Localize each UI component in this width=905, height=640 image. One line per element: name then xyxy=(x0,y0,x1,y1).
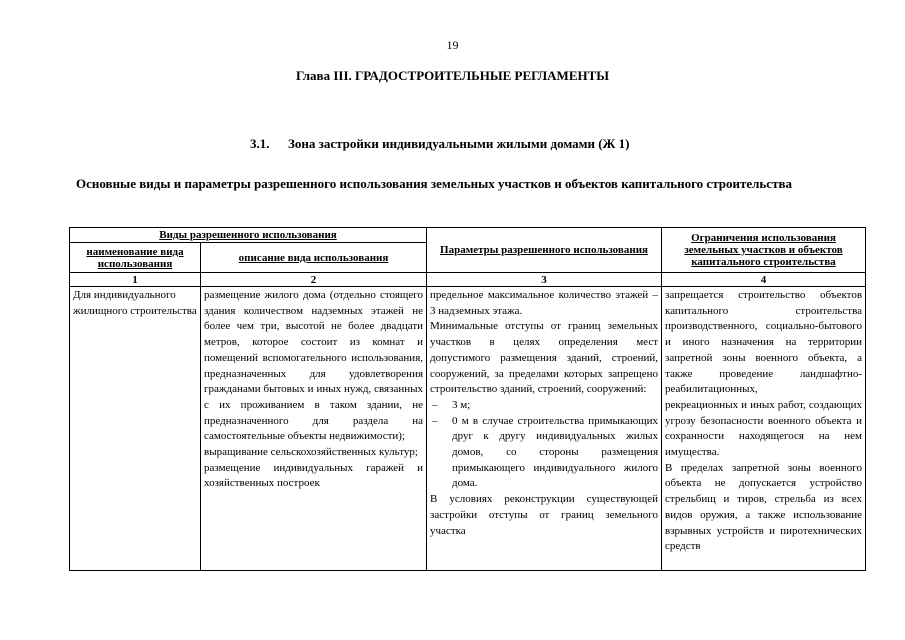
column-number: 2 xyxy=(201,273,427,287)
restriction-paragraph: В пределах запретной зоны военного объекта не допускается устройство стрельбищ и тиров, стрельба из всех видов оружия, а также использование взрывных устройств и пиротехнических средств xyxy=(665,461,863,553)
description-paragraph: размещение жилого дома (отдельно стоящего здания количеством надземных этажей не более чем три, высотой не более двадцати метров, которое состоит из комнат и помещений вспомогательного использования, предназначенных для удовлетворения гражданами бытовых и иных нужд, связанных с их проживанием в таком здании, не предназначенного для раздела на самостоятельные объекты недвижимости); xyxy=(204,289,424,443)
parameter-paragraph: предельное максимальное количество этажей – 3 надземных этажа. xyxy=(430,289,659,317)
use-name-cell xyxy=(70,287,201,571)
header-use-description-label: описание вида использования xyxy=(238,251,389,264)
parameter-paragraph: Минимальные отступы от границ земельных участков в целях определения мест допустимого размещения зданий, строений, сооружений, за пределами которых запрещено строительство зданий, строений, сооружений: xyxy=(430,320,659,396)
restriction-paragraph: рекреационных и иных работ, создающих угрозу безопасности военного объекта и сохранности находящегося на нем имущества. xyxy=(665,398,863,459)
header-use-description xyxy=(201,243,427,273)
restriction-paragraph: запрещается строительство объектов капитального строительства производственного, социально-бытового и иного назначения на территории запретной зоны военного объекта, а также проведение ландшафтно-реабилитационных, xyxy=(665,289,863,396)
header-restrictions xyxy=(662,228,866,273)
list-item xyxy=(430,414,658,493)
dash-marker: – xyxy=(432,398,438,411)
header-parameters-label: Параметры разрешенного использования xyxy=(440,244,648,256)
header-permitted-uses-label: Виды разрешенного использования xyxy=(159,229,337,241)
restrictions-cell xyxy=(662,287,866,571)
zone-title xyxy=(250,136,629,152)
column-number: 1 xyxy=(70,273,201,287)
use-description-cell xyxy=(201,287,427,571)
table-row xyxy=(70,287,866,571)
column-number: 3 xyxy=(427,273,662,287)
description-paragraph: размещение индивидуальных гаражей и хозяйственных построек xyxy=(204,461,424,490)
section-heading: Основные виды и параметры разрешенного использования земельных участков и объектов капитального строительства xyxy=(76,176,792,191)
header-restrictions-label: Ограничения использования земельных участков и объектов капитального строительства xyxy=(684,232,843,268)
setback-list xyxy=(430,398,658,492)
column-number: 4 xyxy=(662,273,866,287)
regulations-table xyxy=(69,227,866,571)
column-number-row xyxy=(70,273,866,287)
list-item xyxy=(430,398,658,414)
parameter-paragraph: В условиях реконструкции существующей застройки отступы от границ земельного участка xyxy=(430,493,659,537)
header-permitted-uses xyxy=(70,228,427,243)
description-paragraph: выращивание сельскохозяйственных культур; xyxy=(204,446,418,459)
header-parameters xyxy=(427,228,662,273)
header-use-name xyxy=(70,243,201,273)
list-item-text: 3 м; xyxy=(452,398,471,411)
dash-marker: – xyxy=(432,414,438,427)
zone-name: Зона застройки индивидуальными жилыми домами (Ж 1) xyxy=(288,136,630,151)
parameters-cell xyxy=(427,287,662,571)
chapter-title: Глава III. ГРАДОСТРОИТЕЛЬНЫЕ РЕГЛАМЕНТЫ xyxy=(295,68,610,83)
list-item-text: 0 м в случае строительства примыкающих друг к другу индивидуальных жилых домов, со стороны размещения примыкающего индивидуального жилого дома. xyxy=(452,414,659,490)
use-name-text: Для индивидуального жилищного строительства xyxy=(73,289,197,317)
header-use-name-label: наименование вида использования xyxy=(86,245,184,270)
table-header-row xyxy=(70,228,866,243)
zone-number: 3.1. xyxy=(250,136,270,151)
page-number: 19 xyxy=(446,38,459,52)
